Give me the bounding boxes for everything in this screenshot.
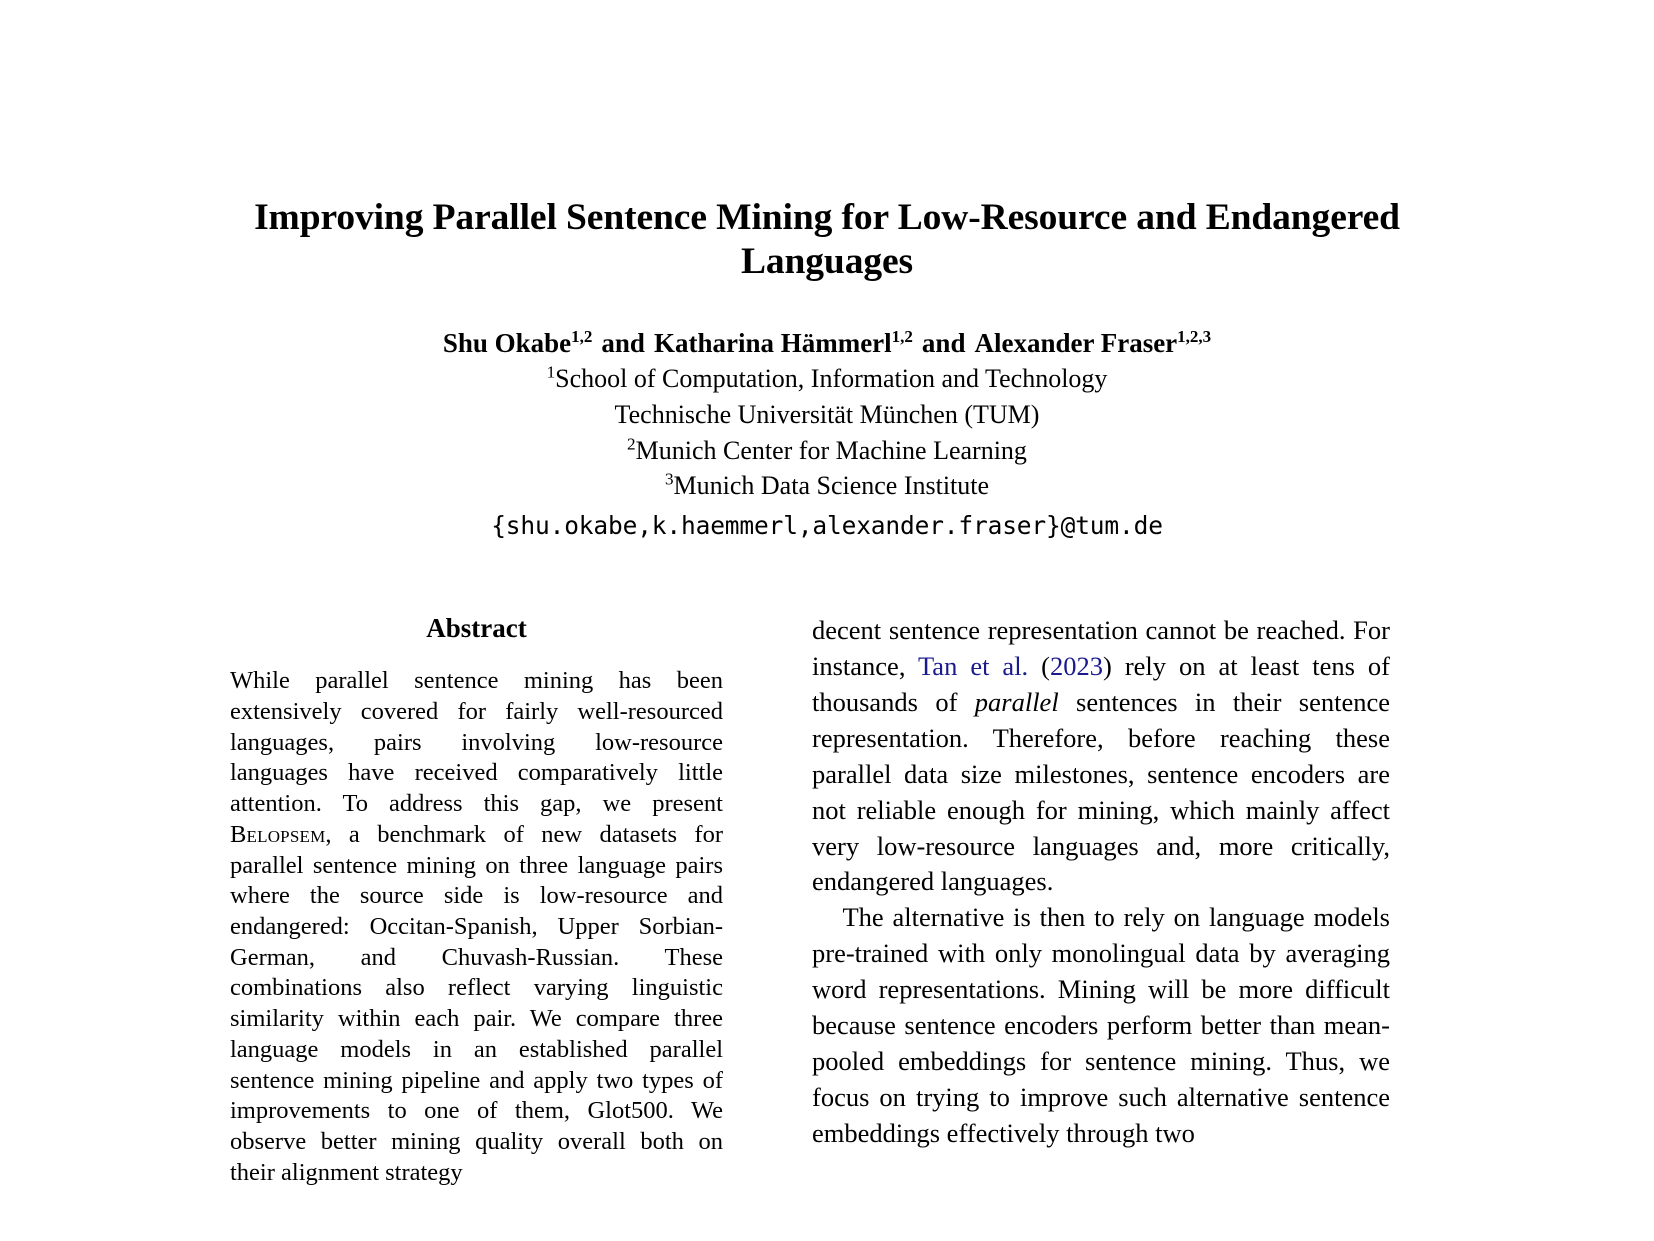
author-name-1: Shu Okabe: [442, 327, 572, 358]
citation-link-year-2023[interactable]: [1050, 651, 1103, 681]
author-separator-1: and: [601, 327, 645, 358]
affiliation-text-2: Technische Universität München (TUM): [614, 399, 1040, 429]
column-left: [230, 613, 723, 1188]
affiliation-marker-3: 2: [627, 433, 636, 453]
affiliation-line-3: [230, 433, 1424, 469]
author-names-line: [230, 326, 1424, 361]
affiliation-text-3: Munich Center for Machine Learning: [635, 435, 1027, 465]
author-separator-2: and: [921, 327, 966, 358]
author-affiliation-marker-1: 1,2: [571, 326, 593, 346]
abstract-text-part-2: , a benchmark of new datasets for parallel sentence mining on three language pairs where the source side is low-resource and endangered: Occitan-Spanish, Upper Sorbian-German, and Chuvash-Russian. These combinations also reflect varying linguistic similarity within each pair. We compare three language models in an established parallel sentence mining pipeline and apply two types of improvements to one of them, Glot500. We observe better mining quality overall both on their alignment strategy: [230, 820, 723, 1186]
citation-link-tan-2023[interactable]: [918, 651, 1028, 681]
citation-paren-open: (: [1028, 651, 1051, 681]
title-block: [230, 0, 1424, 284]
affiliation-text-1: School of Computation, Information and Technology: [555, 363, 1108, 393]
affiliation-marker-1: 1: [546, 362, 556, 382]
intro-paragraph-1: [812, 613, 1390, 900]
intro-p1-text-b: rely on at least tens of thousands of: [812, 651, 1390, 717]
affiliation-marker-4: 3: [664, 469, 674, 489]
abstract-text-part-1: While parallel sentence mining has been extensively covered for fairly well-resourced languages, pairs involving low-resource languages have received comparatively little attention. To address this gap, we present: [230, 667, 723, 818]
affiliation-text-4: Munich Data Science Institute: [673, 471, 990, 501]
author-email-line: {shu.okabe,k.haemmerl,alexander.fraser}@tum.de: [491, 511, 1163, 541]
author-affiliation-marker-2: 1,2: [891, 326, 913, 346]
citation-author-text: Tan et al.: [917, 651, 1029, 681]
intro-p1-text-c: sentences in their sentence representation. Therefore, before reaching these parallel data size milestones, sentence encoders are not reliable enough for mining, which mainly affect very low-resource languages and, more critically, endangered languages.: [812, 686, 1390, 897]
citation-paren-close: ): [1103, 651, 1112, 681]
column-right: [812, 613, 1390, 1152]
abstract-acronym-belopsem: Belopsem: [230, 820, 326, 848]
citation-year-text: 2023: [1050, 651, 1104, 681]
author-affiliation-marker-3: 1,2,3: [1177, 326, 1212, 346]
abstract-body: [230, 666, 723, 1188]
page-title: Improving Parallel Sentence Mining for Low-Resource and Endangered Languages: [254, 197, 1400, 282]
intro-p1-italic-parallel: parallel: [974, 686, 1059, 717]
affiliation-line-2: [230, 397, 1424, 433]
intro-paragraph-2: The alternative is then to rely on language models pre-trained with only monolingual data by averaging word representations. Mining will be more difficult because sentence encoders perform better than mean-pooled embeddings for sentence mining. Thus, we focus on trying to improve such alternative sentence embeddings effectively through two: [812, 902, 1390, 1148]
affiliation-line-4: [230, 468, 1424, 504]
affiliation-line-1: [230, 361, 1424, 397]
intro-p1-text-a: decent sentence representation cannot be reached. For instance,: [812, 615, 1390, 681]
abstract-heading: Abstract: [426, 613, 527, 644]
body-columns: [230, 613, 1424, 1188]
author-name-2: Katharina Hämmerl: [653, 327, 892, 358]
author-name-3: Alexander Fraser: [974, 327, 1178, 358]
author-block: [230, 326, 1424, 545]
